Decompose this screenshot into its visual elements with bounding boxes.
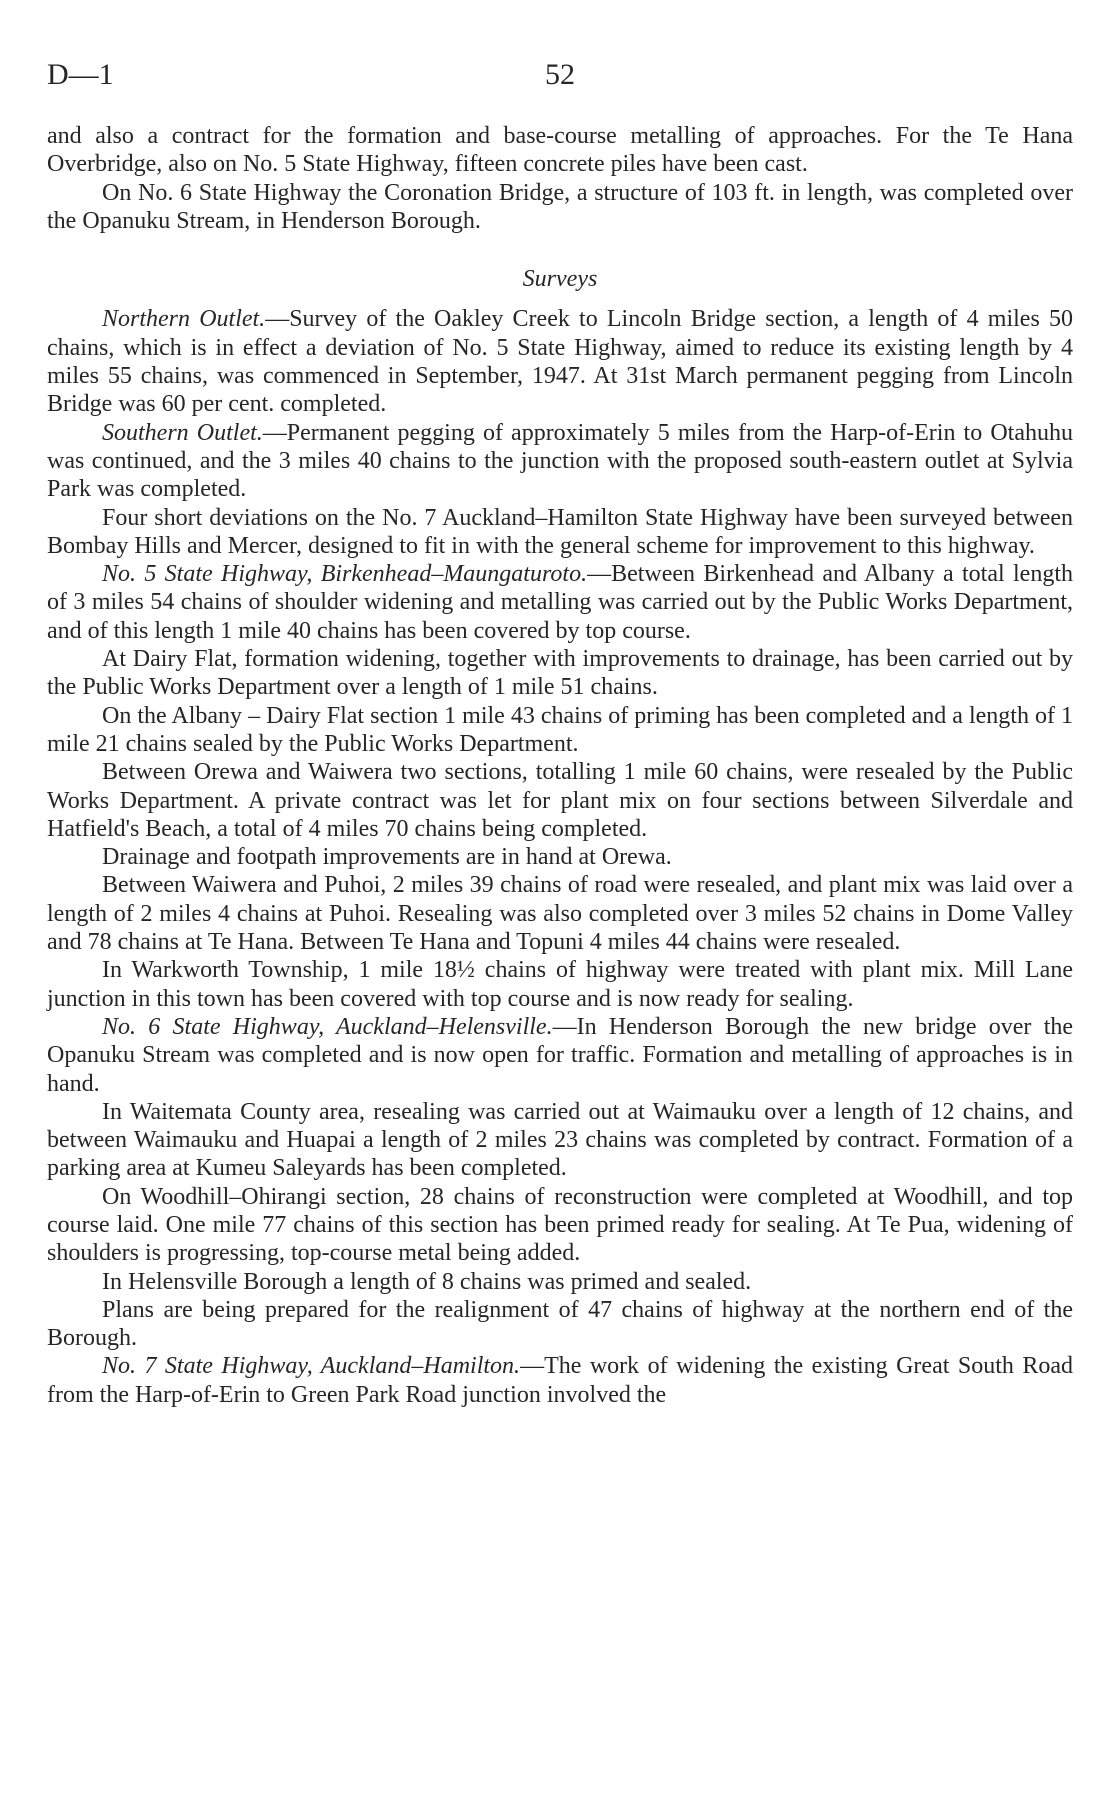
no5-highway-text: —Between Birkenhead and Albany a total length of 3 miles 54 chains of shoulder widening and metalling was carried out by the Public Works Department, and of this length 1 mile 40 chains has been covered by top course. [47,561,1073,644]
paragraph-continued: and also a contract for the formation and base-course metalling of approaches. For the Te Hana Overbridge, also on No. 5 State Highway, fifteen concrete piles have been cast. [47,123,1073,178]
document-page [47,52,1073,1409]
no5-highway-title: No. 5 State Highway, Birkenhead–Maungaturoto. [102,561,588,588]
paragraph-waitemata: In Waitemata County area, resealing was carried out at Waimauku over a length of 12 chains, and between Waimauku and Huapai a length of 2 miles 23 chains was completed by contract. Formation of a parking area at Kumeu Saleyards has been completed. [47,1098,1073,1182]
page-number: 52 [545,58,575,91]
document-body [47,122,1073,1409]
paragraph-four-deviations: Four short deviations on the No. 7 Auckland–Hamilton State Highway have been surveyed between Bombay Hills and Mercer, designed to fit in with the general scheme for improvement to this highway. [47,504,1073,559]
document-reference: D—1 [47,58,114,91]
southern-outlet-title: Southern Outlet. [102,419,263,446]
paragraph-no6-highway [47,1013,1073,1098]
paragraph-warkworth: In Warkworth Township, 1 mile 18½ chains of highway were treated with plant mix. Mill Lane junction in this town has been covered with top course and is now ready for sealing. [47,957,1073,1012]
paragraph-woodhill: On Woodhill–Ohirangi section, 28 chains of reconstruction were completed at Woodhill, and top course laid. One mile 77 chains of this section has been primed ready for sealing. At Te Pua, widening of shoulders is progressing, top-course metal being added. [47,1183,1073,1267]
paragraph-waiwera-puhoi: Between Waiwera and Puhoi, 2 miles 39 chains of road were resealed, and plant mix was laid over a length of 2 miles 4 chains at Puhoi. Resealing was also completed over 3 miles 52 chains in Dome Valley and 78 chains at Te Hana. Between Te Hana and Topuni 4 miles 44 chains were resealed. [47,872,1073,956]
no7-highway-text: —The work of widening the existing Great South Road from the Harp-of-Erin to Green Park Road junction involved the [47,1353,1073,1408]
paragraph-helensville: In Helensville Borough a length of 8 chains was primed and sealed. [102,1268,752,1295]
paragraph-drainage: Drainage and footpath improvements are in hand at Orewa. [102,844,672,871]
paragraph-plans: Plans are being prepared for the realignment of 47 chains of highway at the northern end of the Borough. [47,1296,1073,1352]
paragraph-southern-outlet [47,419,1073,504]
northern-outlet-title: Northern Outlet. [102,306,266,333]
paragraph-coronation-bridge: On No. 6 State Highway the Coronation Bridge, a structure of 103 ft. in length, was completed over the Opanuku Stream, in Henderson Borough. [47,179,1073,234]
paragraph-no5-highway [47,560,1073,645]
section-heading-surveys: Surveys [522,266,598,293]
paragraph-orewa-waiwera: Between Orewa and Waiwera two sections, totalling 1 mile 60 chains, were resealed by the Public Works Department. A private contract was let for plant mix on four sections between Silverdale and Hatfield's Beach, a total of 4 miles 70 chains being completed. [47,759,1073,842]
no7-highway-title: No. 7 State Highway, Auckland–Hamilton. [102,1353,521,1380]
page-header [47,52,1073,96]
southern-outlet-text: —Permanent pegging of approximately 5 miles from the Harp-of-Erin to Otahuhu was continued, and the 3 miles 40 chains to the junction with the proposed south-eastern outlet at Sylvia Park was completed. [47,419,1073,503]
paragraph-northern-outlet [47,305,1073,418]
northern-outlet-text: —Survey of the Oakley Creek to Lincoln Bridge section, a length of 4 miles 50 chains, which is in effect a deviation of No. 5 State Highway, aimed to reduce its existing length by 4 miles 55 chains, was commenced in September, 1947. At 31st March permanent pegging from Lincoln Bridge was 60 per cent. completed. [47,306,1073,418]
paragraph-dairy-flat: At Dairy Flat, formation widening, together with improvements to drainage, has been carried out by the Public Works Department over a length of 1 mile 51 chains. [47,646,1073,701]
no6-highway-text: —In Henderson Borough the new bridge over the Opanuku Stream was completed and is now open for traffic. Formation and metalling of approaches is in hand. [47,1013,1074,1097]
paragraph-albany: On the Albany – Dairy Flat section 1 mile 43 chains of priming has been completed and a length of 1 mile 21 chains sealed by the Public Works Department. [47,702,1073,757]
no6-highway-title: No. 6 State Highway, Auckland–Helensville. [102,1013,553,1040]
paragraph-no7-highway [47,1352,1073,1409]
